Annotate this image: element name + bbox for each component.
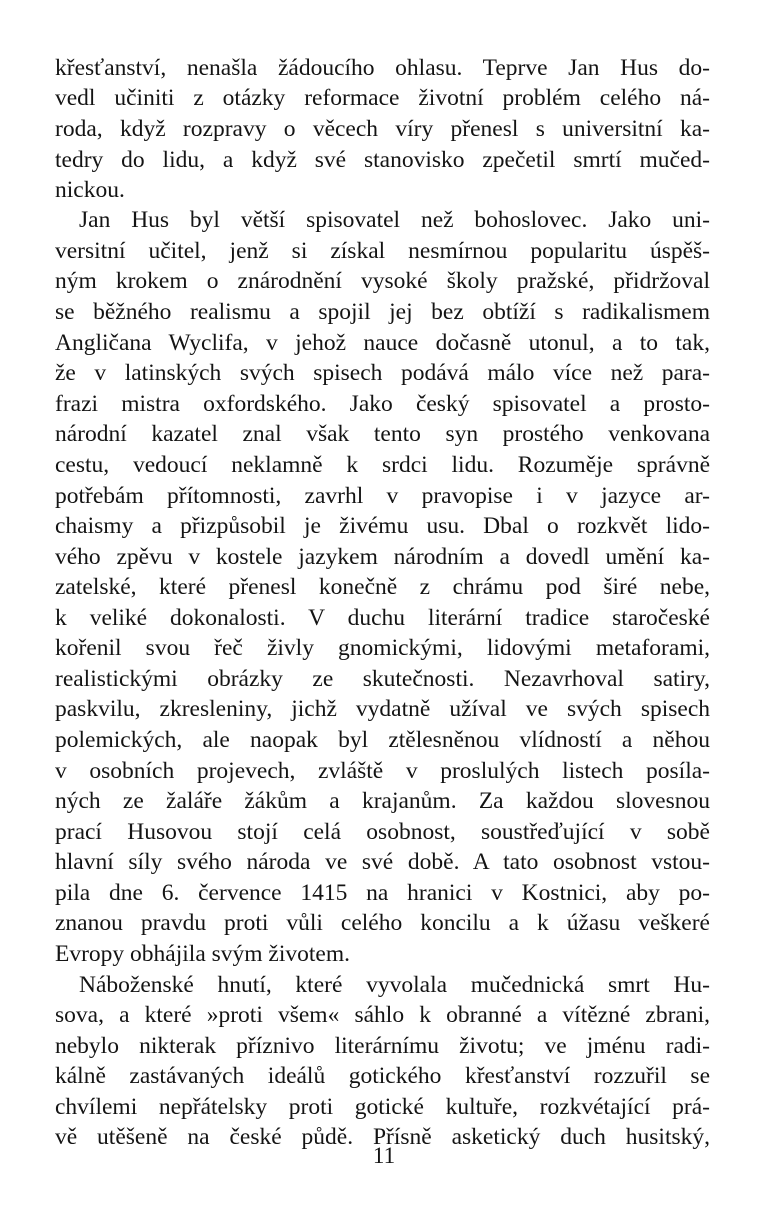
text-line: zatelské, které přenesl konečně z chrámu pod širé nebe, <box>55 574 710 600</box>
text-line: kálně zastávaných ideálů gotického křesťanství rozzuřil se <box>55 1063 710 1089</box>
text-line: tedry do lidu, a když své stanovisko zpečetil smrtí mučed- <box>55 147 710 173</box>
text-line: ným krokem o znárodnění vysoké školy pražské, přidržoval <box>55 268 710 294</box>
text-line: Náboženské hnutí, které vyvolala mučednická smrt Hu- <box>79 972 710 998</box>
text-line: křesťanství, nenašla žádoucího ohlasu. Teprve Jan Hus do- <box>55 55 710 81</box>
page-number: 11 <box>372 1143 396 1168</box>
text-line: že v latinských svých spisech podává málo více než para- <box>55 360 710 386</box>
text-line: pila dne 6. července 1415 na hranici v Kostnici, aby po- <box>55 880 710 906</box>
text-line: polemických, ale naopak byl ztělesněnou vlídností a něhou <box>55 727 710 753</box>
text-line: potřebám přítomnosti, zavrhl v pravopise i v jazyce ar- <box>55 483 710 509</box>
text-line: Jan Hus byl větší spisovatel než bohoslovec. Jako uni- <box>79 207 710 233</box>
text-line: paskvilu, zkresleniny, jichž vydatně užíval ve svých spisech <box>55 696 710 722</box>
text-line: versitní učitel, jenž si získal nesmírnou popularitu úspěš- <box>55 238 710 264</box>
text-line: realistickými obrázky ze skutečnosti. Nezavrhoval satiry, <box>55 666 710 692</box>
text-line: ných ze žaláře žákům a krajanům. Za každou slovesnou <box>55 788 710 814</box>
text-line: nebylo nikterak příznivo literárnímu životu; ve jménu radi- <box>55 1033 710 1059</box>
text-line: chaismy a přizpůsobil je živému usu. Dbal o rozkvět lido- <box>55 513 710 539</box>
text-line: Angličana Wyclifa, v jehož nauce dočasně utonul, a to tak, <box>55 330 710 356</box>
text-line: v osobních projevech, zvláště v proslulých listech posíla- <box>55 758 710 784</box>
text-line: roda, když rozpravy o věcech víry přenesl s universitní ka- <box>55 116 710 142</box>
text-line: frazi mistra oxfordského. Jako český spisovatel a prosto- <box>55 391 710 417</box>
text-line: vedl učiniti z otázky reformace životní problém celého ná- <box>55 85 710 111</box>
text-line: znanou pravdu proti vůli celého koncilu a k úžasu veškeré <box>55 910 710 936</box>
text-line: k veliké dokonalosti. V duchu literární tradice staročeské <box>55 605 710 631</box>
text-line: kořenil svou řeč živly gnomickými, lidovými metaforami, <box>55 635 710 661</box>
text-line: chvílemi nepřátelsky proti gotické kultuře, rozkvétající prá- <box>55 1094 710 1120</box>
text-line: národní kazatel znal však tento syn prostého venkovana <box>55 421 710 447</box>
text-line: hlavní síly svého národa ve své době. A tato osobnost vstou- <box>55 849 710 875</box>
text-line: vého zpěvu v kostele jazykem národním a dovedl umění ka- <box>55 544 710 570</box>
text-line: nickou. <box>55 177 125 203</box>
text-line: prací Husovou stojí celá osobnost, soustřeďující v sobě <box>55 819 710 845</box>
text-line: se běžného realismu a spojil jej bez obtíží s radikalismem <box>55 299 710 325</box>
text-line: vě utěšeně na české půdě. Přísně asketický duch husitský, <box>55 1124 710 1150</box>
text-line: Evropy obhájila svým životem. <box>55 941 351 967</box>
text-line: sova, a které »proti všem« sáhlo k obranné a vítězné zbrani, <box>55 1002 710 1028</box>
text-line: cestu, vedoucí neklamně k srdci lidu. Rozuměje správně <box>55 452 710 478</box>
